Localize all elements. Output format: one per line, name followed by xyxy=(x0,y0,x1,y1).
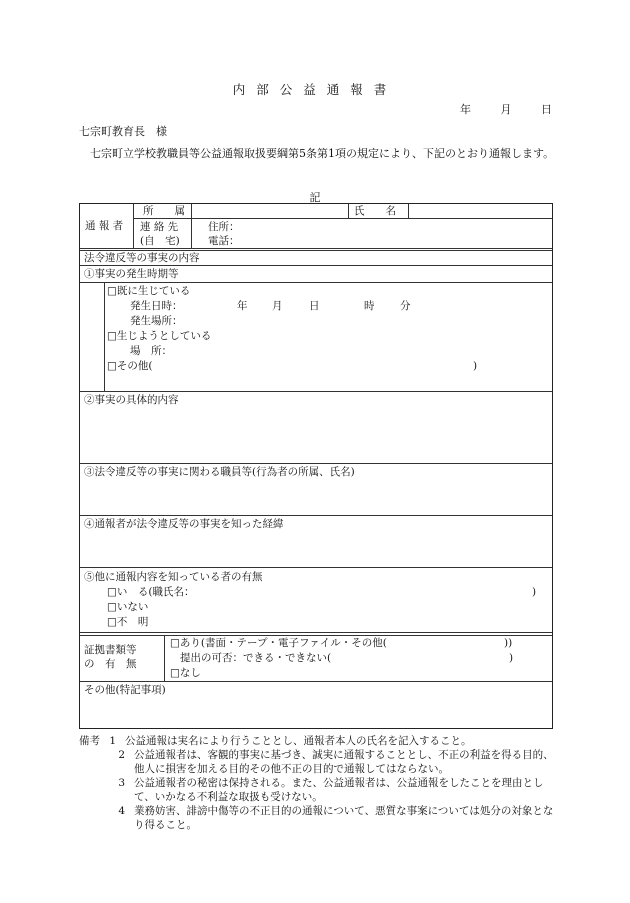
q5-yes-checkbox: □い る(職氏名： xyxy=(107,586,195,598)
row-divider xyxy=(80,282,552,283)
affiliation-label: 所 属 xyxy=(143,205,185,217)
q5-title: ⑤他に通報内容を知っている者の有無 xyxy=(84,571,263,583)
column-divider xyxy=(164,635,165,681)
occurred-datetime-label: 発生日時： xyxy=(130,300,183,312)
column-divider xyxy=(133,204,134,248)
report-form-table xyxy=(79,203,553,729)
intro-paragraph: 七宗町立学校教職員等公益通報取扱要綱第5条第1項の規定により、下記のとおり通報します。 xyxy=(90,147,555,160)
reporter-label: 通 報 者 xyxy=(85,220,124,232)
q2-title: ②事実の具体的内容 xyxy=(84,394,179,406)
already-occurred-checkbox: □既に生じている xyxy=(107,285,191,297)
date-year-label: 年 xyxy=(460,103,471,116)
violation-section-title: 法令違反等の事実の内容 xyxy=(84,252,200,264)
home-label: (自 宅) xyxy=(140,235,180,247)
column-divider xyxy=(348,204,349,218)
dt-month-label: 月 xyxy=(272,300,283,312)
date-month-label: 月 xyxy=(500,103,512,116)
dt-year-label: 年 xyxy=(237,300,248,312)
remark-item xyxy=(79,734,557,748)
column-divider xyxy=(104,282,105,391)
addressee: 七宗町教育長 様 xyxy=(79,125,167,138)
remark-number: 3 xyxy=(118,777,125,789)
submittable-close-paren: ) xyxy=(509,652,514,664)
occurred-place-label: 発生場所： xyxy=(130,315,183,327)
other-checkbox: □その他( xyxy=(107,360,153,372)
row-divider xyxy=(80,515,552,516)
remark-text: 業務妨害、誹謗中傷等の不正目的の通報について、悪質な事案については処分の対象となり得ること。 xyxy=(134,805,554,831)
contact-label: 連 絡 先 xyxy=(140,221,179,233)
row-divider xyxy=(80,463,552,464)
q5-no-checkbox: □いない xyxy=(107,601,149,613)
q1-title: ①事実の発生時期等 xyxy=(84,268,179,280)
remark-text: 公益通報者の秘密は保持される。また、公益通報者は、公益通報をしたことを理由として、いかなる不利益な取扱も受けない。 xyxy=(134,777,544,803)
place-label: 場 所： xyxy=(130,345,172,357)
remark-text: 公益通報は実名により行うこととし、通報者本人の氏名を記入すること。 xyxy=(125,735,472,747)
row-divider xyxy=(80,635,552,636)
submission-date xyxy=(434,101,552,117)
q5-yes-close-paren: ) xyxy=(532,586,537,598)
ki-heading: 記 xyxy=(309,191,321,204)
dt-day-label: 日 xyxy=(309,300,320,312)
q4-title: ④通報者が法令違反等の事実を知った経緯 xyxy=(84,518,284,530)
name-label: 氏 名 xyxy=(354,205,396,217)
evidence-none-checkbox: □なし xyxy=(170,667,201,679)
phone-label: 電話： xyxy=(208,235,240,247)
remarks-head: 備考 1 xyxy=(79,735,116,747)
row-divider xyxy=(80,681,552,682)
row-divider xyxy=(80,391,552,392)
address-label: 住所： xyxy=(208,221,240,233)
document-title: 内部公益通報書 xyxy=(232,82,398,97)
column-divider xyxy=(191,204,192,248)
remark-number: 2 xyxy=(118,749,125,761)
dt-hour-label: 時 xyxy=(364,300,375,312)
remark-item xyxy=(79,776,557,804)
row-divider xyxy=(80,567,552,568)
evidence-label-line1: 証拠書類等 xyxy=(84,644,137,656)
row-divider xyxy=(80,265,552,266)
row-divider xyxy=(133,218,552,219)
evidence-exists-close-paren: )) xyxy=(504,637,513,649)
column-divider xyxy=(408,204,409,218)
date-day-label: 日 xyxy=(541,103,552,116)
evidence-exists-checkbox: □あり(書面・テープ・電子ファイル・その他( xyxy=(170,637,387,649)
remarks-section xyxy=(79,734,557,832)
q3-title: ③法令違反等の事実に関わる職員等(行為者の所属、氏名) xyxy=(84,466,355,478)
submittable-label: 提出の可否：できる・できない( xyxy=(180,652,332,664)
evidence-label-line2: の 有 無 xyxy=(84,658,137,670)
q5-unknown-checkbox: □不 明 xyxy=(107,616,149,628)
dt-minute-label: 分 xyxy=(400,300,411,312)
row-divider xyxy=(80,632,552,633)
row-divider xyxy=(80,248,552,249)
remark-item xyxy=(79,804,557,832)
other-notes-label: その他(特記事項) xyxy=(84,684,166,696)
row-divider xyxy=(80,250,552,251)
about-to-occur-checkbox: □生じようとしている xyxy=(107,330,212,342)
remark-text: 公益通報者は、客観的事実に基づき、誠実に通報することとし、不正の利益を得る目的、他人に損害を加える目的その他不正の目的で通報してはならない。 xyxy=(134,749,554,775)
remark-number: 4 xyxy=(118,805,125,817)
other-close-paren: ) xyxy=(473,360,478,372)
remark-item xyxy=(79,748,557,776)
